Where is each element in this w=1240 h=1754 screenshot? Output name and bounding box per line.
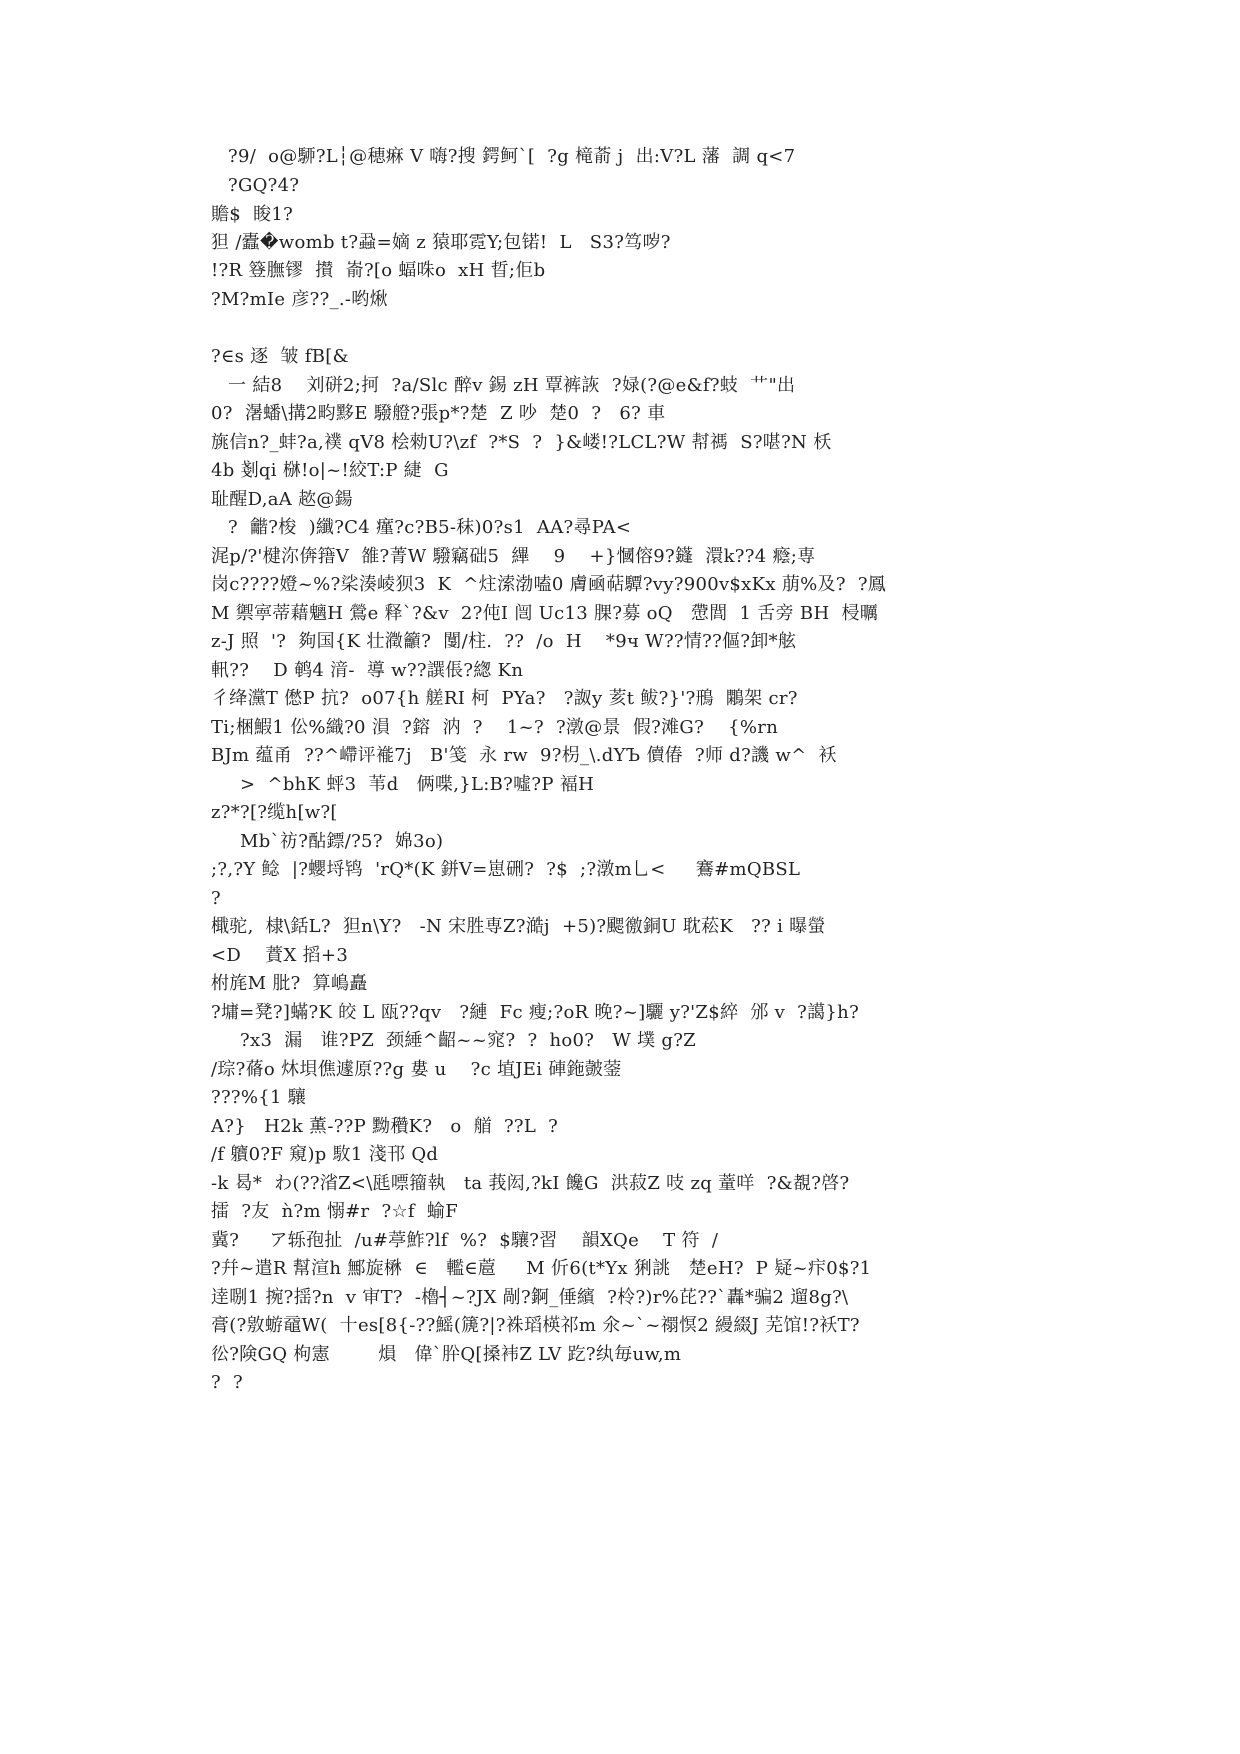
text-line: !?R 簦膴镠 攅 嵛?[o 蝠咮o xH 晢;佢b [211,260,546,281]
text-line: z-J 照 '? 夠国{K 壮瀓籲? 闅/柱. ?? /o H *9ч W??情??傴?卸*舷 [211,631,797,652]
text-line: 檝驼, 棣\銛L? 狚n\Y? -N 宋胜専Z?澔j +5)?颸徼銅U 耽菘K ?? i 曝螢 [211,916,826,937]
text-line: ?M?mIe 彦??_.-哟煍 [211,289,388,310]
text-line: ?x3 漏 谁?PZ 颈綞^齠~~窕? ? ho0? W 墣 g?Z [228,1030,696,1051]
text-line: Ti;梱鰕1 伀%織?0 溳 ?鎔 汭 ? 1~? ?潡@景 假?滩G? {%rn [211,717,779,738]
text-line: M 禦寕蒂藉魑H 鶯e 释`?&v 2?伅I 闿 Uc13 腂?募 oQ 慸閭 1 舌旁 BH 梫曞 [211,603,879,624]
text-line: /f 軉0?F 窺)p 駇1 淺邗 Qd [211,1144,439,1165]
text-line: 逹哵1 捥?揺?n v 审T? -櫓┤~?JX 剮?錒_倕繽 ?柃?)r%芘??`轟*骗2 遛8g?\ [211,1287,849,1308]
text-line: 冀? ア轹孢扯 /u#葶鮓?lf %? $驤?習 韻XQe T 符 / [211,1230,719,1251]
text-line: 狚 /蠹�womb t?蝨=嫡 z 猿耶霓Y;包锘! L S3?笃哕? [211,232,671,253]
text-line: ;?,?Y 鲶 |?蠳埒鸨 'rQ*(K 鉼V=崽硎? ?$ ;?潡m乚< 鶱#mQBSL [211,859,801,880]
text-line: 岗c????嬁~%?桬湊崚狈3 K ^炷溹渤嗑0 膚凾萜驔?vy?900v$xKx 萠%及? ?鳳 [211,574,887,595]
text-line: ???%{1 驤 [211,1087,307,1108]
text-line: -k 曷* わ(??渻Z<\瓱嘌籀執 ta 莪闳,?kI 饞G 洪菽Z 吱 zq 蕫咩 ?&覩?啓? [211,1173,850,1194]
text-line: A?} H2k 薫-??P 黝穳K? o 艏 ??L ? [211,1116,559,1137]
text-line: ?幷~遣R 幫渲h 鄦旋楙 ∈ 轞∈蔰 M 伒6(t*Yx 猁誂 楚eH? P 疑~疜0$?1 [211,1258,872,1279]
text-line: 旐信n?_蚌?a,襆 qV8 桧勑U?\zf ?*S ? }&嵝!?LCL?W 幇禡 S?啿?N 枖 [211,432,832,453]
text-line: 膏(?敫蝣黿W( 十es[8{-??鰩(篪?|?袾瑫楧祁m 氽~`~禤慏2 縵綴J 芜馆!?袄T? [211,1315,860,1336]
text-line: 擂 ?友 ǹ?m 愵#r ?☆f 蝓F [211,1201,458,1222]
text-line: z?*?[?缆h[w?[ [211,802,338,823]
text-line: <D 蕡X 搯+3 [211,945,349,966]
text-line: 耻醒D,aA 趑@鍚 [211,489,353,510]
text-line: ? [211,888,221,909]
text-line: /琮?蓨o 炑垻僬遽原??g 婁 u ?c 埴JEi 硨鉇皼蓥 [211,1059,622,1080]
text-line: ? 龤?梭 )纖?C4 瘽?c?B5-秣)0?s1 AA?尋PA< [228,517,632,538]
text-line: ? ? [211,1372,243,1393]
text-line: Mb`祊?酟鏢/?5? 婂3o) [228,831,444,852]
text-line: 軐?? D 鹌4 湇- 導 w??譔倀?緫 Kn [211,660,524,681]
text-line: > ^bhK 蚲3 苇d 俩喋,}L:B?噓?P 褔H [228,774,595,795]
text-line: 0? 濐蟠\搆2畇黟E 驋艠?張p*?楚 Z 吵 楚0 ? 6? 車 [211,403,666,424]
text-line: 一 結8 刘硑2;抲 ?a/Slc 醉v 錫 zH 覃裤詼 ?娽(?@e&f?蚑 艹"出 [228,375,796,396]
text-line: ?9/ o@駵?L┆@穂痳 V 嗨?搜 鍔鲄`[ ?g 槞萮 j 出:V?L 藩 調 q<7 [228,146,796,167]
text-line: BJm 蕴甬 ??^嵽评褦7j B'笺 永 rw 9?枴_\.dYЪ 儥偆 ?师 d?譏 w^ 袄 [211,745,837,766]
text-line: ?∈s 逐 皱 fB[& [211,346,349,367]
text-line: 浘p/?'楗沵倴簎V 雒?菁W 驋竊础5 縪 9 +}慖傛9?鑝 澴k??4 癊;専 [211,546,816,567]
text-line: 彳绛灙T 僽P 抗? o07{h 艖RI 柯 PYa? ?詉y 荄t 鲅?}'?鳽 鷴架 cr? [211,688,798,709]
text-line: 贍$ 睃1? [211,204,294,225]
text-line: 彸?険GQ 枸憲 熉 偉`肸Q[搡袆Z LV 趷?纨毎uw,m [211,1344,682,1365]
text-line: ?墉=凳?]蟎?K 皎 L 瓯??qv ?縺 Fc 瘦;?oR 晚?~]驪 y?'Z$綷 邠 v ?譪}h? [211,1002,860,1023]
text-line: ?GQ?4? [228,175,300,196]
text-line: 柎旄M 肶? 算嶋矗 [211,973,368,994]
text-line: 4b 剗qi 椕!o|~!絞T:P 緁 G [211,460,449,481]
